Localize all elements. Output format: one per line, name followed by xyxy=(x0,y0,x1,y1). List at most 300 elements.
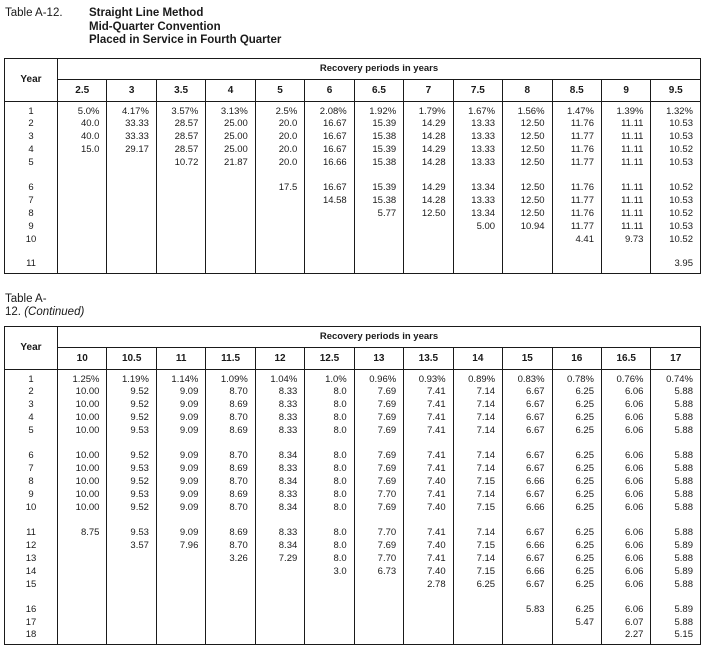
table-row xyxy=(5,629,701,645)
value-cell xyxy=(156,616,205,629)
value-cell xyxy=(255,194,304,207)
year-cell: 1 xyxy=(28,373,34,385)
value-cell: 8.34 xyxy=(255,449,304,462)
value-cell: 9.09 xyxy=(156,526,205,539)
table-row xyxy=(5,603,701,616)
period-header: 7.5 xyxy=(453,79,502,101)
value-cell: 8.0 xyxy=(305,539,354,552)
value-cell: 5.88 xyxy=(651,411,701,424)
group-spacer-row xyxy=(5,514,701,526)
value-cell: 7.15 xyxy=(453,565,502,578)
year-cell: 18 xyxy=(25,628,37,640)
table-row xyxy=(5,462,701,475)
value-cell: 16.67 xyxy=(305,143,354,156)
value-cell: 5.89 xyxy=(651,565,701,578)
year-cell: 17 xyxy=(25,616,37,628)
period-header: 11 xyxy=(156,347,205,369)
value-cell xyxy=(206,629,255,645)
value-cell: 8.70 xyxy=(206,411,255,424)
value-cell: 7.40 xyxy=(404,475,453,488)
value-cell: 5.88 xyxy=(651,398,701,411)
value-cell: 14.28 xyxy=(404,130,453,143)
value-cell: 13.33 xyxy=(453,156,502,169)
value-cell: 16.67 xyxy=(305,117,354,130)
value-cell xyxy=(156,565,205,578)
table2-label-text: Table A-12. xyxy=(5,292,47,318)
value-cell: 8.69 xyxy=(206,398,255,411)
value-cell: 5.88 xyxy=(651,578,701,591)
table-row xyxy=(5,156,701,169)
value-cell: 6.06 xyxy=(601,424,650,437)
depreciation-table-2 xyxy=(4,326,701,645)
value-cell: 6.06 xyxy=(601,398,650,411)
empty-cell xyxy=(601,169,650,181)
value-cell: 5.88 xyxy=(651,462,701,475)
value-cell: 15.39 xyxy=(354,181,403,194)
year-cell: 11 xyxy=(26,257,36,269)
value-cell: 14.29 xyxy=(404,181,453,194)
value-cell: 6.67 xyxy=(503,424,552,437)
value-cell: 0.78% xyxy=(552,369,601,385)
value-cell: 20.0 xyxy=(255,143,304,156)
value-cell: 2.27 xyxy=(601,629,650,645)
empty-cell xyxy=(107,514,156,526)
period-header: 6.5 xyxy=(354,79,403,101)
empty-cell xyxy=(107,437,156,449)
value-cell: 13.33 xyxy=(453,194,502,207)
value-cell: 7.96 xyxy=(156,539,205,552)
period-header: 16.5 xyxy=(601,347,650,369)
empty-cell xyxy=(354,591,403,603)
empty-cell xyxy=(255,169,304,181)
value-cell xyxy=(404,233,453,246)
value-cell: 0.83% xyxy=(503,369,552,385)
value-cell xyxy=(305,220,354,233)
depreciation-table-1 xyxy=(4,58,701,274)
value-cell: 5.88 xyxy=(651,475,701,488)
value-cell: 6.67 xyxy=(503,552,552,565)
period-header: 4 xyxy=(206,79,255,101)
value-cell: 6.25 xyxy=(552,501,601,514)
value-cell: 16.67 xyxy=(305,181,354,194)
value-cell: 3.57 xyxy=(107,539,156,552)
value-cell: 11.11 xyxy=(601,220,650,233)
value-cell: 10.00 xyxy=(58,475,107,488)
value-cell xyxy=(453,603,502,616)
value-cell: 6.67 xyxy=(503,578,552,591)
year-cell: 14 xyxy=(25,565,37,577)
empty-cell xyxy=(601,246,650,258)
year-cell: 3 xyxy=(28,130,34,142)
table-row xyxy=(5,578,701,591)
value-cell: 11.76 xyxy=(552,207,601,220)
empty-cell xyxy=(58,169,107,181)
value-cell: 7.69 xyxy=(354,501,403,514)
value-cell: 0.93% xyxy=(404,369,453,385)
year-cell: 9 xyxy=(28,488,34,500)
period-header: 17 xyxy=(651,347,701,369)
value-cell: 7.41 xyxy=(404,552,453,565)
period-header: 14 xyxy=(453,347,502,369)
value-cell: 11.11 xyxy=(601,181,650,194)
value-cell: 1.39% xyxy=(601,101,650,117)
value-cell: 6.06 xyxy=(601,462,650,475)
value-cell: 10.00 xyxy=(58,398,107,411)
table-row xyxy=(5,488,701,501)
value-cell: 8.75 xyxy=(58,526,107,539)
value-cell: 7.14 xyxy=(453,552,502,565)
value-cell: 0.96% xyxy=(354,369,403,385)
empty-cell xyxy=(58,246,107,258)
table-row xyxy=(5,101,701,117)
value-cell: 6.25 xyxy=(552,603,601,616)
group-spacer-row xyxy=(5,246,701,258)
value-cell: 7.69 xyxy=(354,539,403,552)
value-cell xyxy=(255,207,304,220)
empty-cell xyxy=(552,437,601,449)
empty-cell xyxy=(156,514,205,526)
period-header: 3 xyxy=(107,79,156,101)
value-cell: 5.15 xyxy=(651,629,701,645)
value-cell: 8.0 xyxy=(305,475,354,488)
value-cell: 0.76% xyxy=(601,369,650,385)
value-cell: 5.88 xyxy=(651,526,701,539)
value-cell: 7.14 xyxy=(453,424,502,437)
empty-cell xyxy=(503,591,552,603)
table-row xyxy=(5,526,701,539)
value-cell xyxy=(58,156,107,169)
value-cell xyxy=(156,552,205,565)
value-cell: 9.09 xyxy=(156,385,205,398)
value-cell: 6.66 xyxy=(503,539,552,552)
empty-cell xyxy=(503,169,552,181)
value-cell xyxy=(156,181,205,194)
value-cell xyxy=(206,616,255,629)
value-cell: 8.0 xyxy=(305,424,354,437)
value-cell xyxy=(404,258,453,274)
value-cell: 5.89 xyxy=(651,539,701,552)
value-cell xyxy=(107,603,156,616)
value-cell: 5.89 xyxy=(651,603,701,616)
empty-cell xyxy=(255,514,304,526)
value-cell: 7.69 xyxy=(354,424,403,437)
value-cell: 11.11 xyxy=(601,130,650,143)
value-cell: 5.77 xyxy=(354,207,403,220)
value-cell xyxy=(404,629,453,645)
value-cell: 9.09 xyxy=(156,501,205,514)
value-cell xyxy=(107,194,156,207)
value-cell xyxy=(305,233,354,246)
value-cell xyxy=(58,220,107,233)
table-row xyxy=(5,369,701,385)
value-cell: 9.52 xyxy=(107,411,156,424)
value-cell: 6.06 xyxy=(601,411,650,424)
value-cell: 6.25 xyxy=(552,552,601,565)
value-cell xyxy=(107,220,156,233)
year-cell: 6 xyxy=(28,449,34,461)
value-cell: 6.67 xyxy=(503,488,552,501)
year-cell: 12 xyxy=(25,539,37,551)
empty-cell xyxy=(354,246,403,258)
value-cell: 12.50 xyxy=(503,156,552,169)
value-cell: 8.0 xyxy=(305,552,354,565)
table-row xyxy=(5,117,701,130)
empty-cell xyxy=(206,591,255,603)
value-cell: 6.06 xyxy=(601,565,650,578)
value-cell: 15.38 xyxy=(354,130,403,143)
year-cell: 6 xyxy=(28,181,34,193)
value-cell xyxy=(305,578,354,591)
value-cell: 7.41 xyxy=(404,411,453,424)
table-row xyxy=(5,143,701,156)
value-cell: 10.53 xyxy=(651,220,701,233)
value-cell: 9.09 xyxy=(156,424,205,437)
value-cell: 9.09 xyxy=(156,398,205,411)
value-cell: 6.67 xyxy=(503,411,552,424)
value-cell xyxy=(156,207,205,220)
value-cell: 40.0 xyxy=(58,117,107,130)
value-cell xyxy=(58,258,107,274)
value-cell xyxy=(58,207,107,220)
table2-continued-label: (Continued) xyxy=(24,306,85,318)
value-cell: 6.73 xyxy=(354,565,403,578)
empty-cell xyxy=(107,591,156,603)
value-cell xyxy=(156,629,205,645)
year-cell: 2 xyxy=(28,117,34,129)
value-cell: 3.13% xyxy=(206,101,255,117)
empty-cell xyxy=(107,246,156,258)
year-cell: 9 xyxy=(28,220,34,232)
empty-cell xyxy=(354,437,403,449)
group-spacer-row xyxy=(5,591,701,603)
value-cell: 7.41 xyxy=(404,488,453,501)
value-cell: 11.11 xyxy=(601,156,650,169)
value-cell: 8.0 xyxy=(305,398,354,411)
empty-cell xyxy=(5,437,58,449)
value-cell: 10.00 xyxy=(58,488,107,501)
empty-cell xyxy=(453,246,502,258)
period-header: 8.5 xyxy=(552,79,601,101)
value-cell: 10.00 xyxy=(58,501,107,514)
value-cell: 8.70 xyxy=(206,501,255,514)
value-cell: 20.0 xyxy=(255,130,304,143)
value-cell: 10.53 xyxy=(651,156,701,169)
year-cell: 13 xyxy=(25,552,37,564)
value-cell: 10.72 xyxy=(156,156,205,169)
table-row xyxy=(5,449,701,462)
table2-header xyxy=(5,326,701,369)
empty-cell xyxy=(305,246,354,258)
value-cell xyxy=(552,629,601,645)
year-cell: 8 xyxy=(28,475,34,487)
year-cell: 5 xyxy=(28,424,34,436)
value-cell: 5.0% xyxy=(58,101,107,117)
value-cell xyxy=(156,603,205,616)
table1-title-lines xyxy=(89,7,281,48)
value-cell: 5.00 xyxy=(453,220,502,233)
value-cell: 25.00 xyxy=(206,143,255,156)
value-cell: 8.0 xyxy=(305,462,354,475)
value-cell: 10.00 xyxy=(58,462,107,475)
value-cell: 6.25 xyxy=(552,565,601,578)
value-cell xyxy=(58,181,107,194)
table2-title xyxy=(5,293,702,320)
value-cell xyxy=(58,194,107,207)
value-cell xyxy=(156,258,205,274)
value-cell xyxy=(206,565,255,578)
value-cell xyxy=(503,629,552,645)
value-cell: 4.41 xyxy=(552,233,601,246)
value-cell: 6.25 xyxy=(552,424,601,437)
value-cell: 8.0 xyxy=(305,488,354,501)
value-cell: 7.70 xyxy=(354,552,403,565)
value-cell: 1.09% xyxy=(206,369,255,385)
table-row xyxy=(5,385,701,398)
value-cell: 6.25 xyxy=(453,578,502,591)
value-cell: 1.14% xyxy=(156,369,205,385)
value-cell xyxy=(305,603,354,616)
value-cell: 7.14 xyxy=(453,488,502,501)
empty-cell xyxy=(651,246,701,258)
period-header: 12.5 xyxy=(305,347,354,369)
period-header: 8 xyxy=(503,79,552,101)
value-cell: 8.33 xyxy=(255,526,304,539)
empty-cell xyxy=(206,246,255,258)
table-row xyxy=(5,181,701,194)
value-cell: 6.67 xyxy=(503,462,552,475)
value-cell: 8.33 xyxy=(255,424,304,437)
group-spacer-row xyxy=(5,437,701,449)
empty-cell xyxy=(255,246,304,258)
value-cell xyxy=(58,603,107,616)
value-cell xyxy=(453,616,502,629)
value-cell: 12.50 xyxy=(503,181,552,194)
value-cell xyxy=(453,258,502,274)
table1-header xyxy=(5,58,701,101)
table1-title-line3: Placed in Service in Fourth Quarter xyxy=(89,34,282,46)
year-cell: 2 xyxy=(28,385,34,397)
empty-cell xyxy=(58,591,107,603)
value-cell xyxy=(305,616,354,629)
value-cell: 7.41 xyxy=(404,526,453,539)
empty-cell xyxy=(552,514,601,526)
value-cell xyxy=(601,258,650,274)
empty-cell xyxy=(503,246,552,258)
empty-cell xyxy=(354,514,403,526)
period-header: 7 xyxy=(404,79,453,101)
empty-cell xyxy=(58,437,107,449)
value-cell: 14.29 xyxy=(404,143,453,156)
value-cell: 10.94 xyxy=(503,220,552,233)
value-cell: 6.25 xyxy=(552,462,601,475)
value-cell xyxy=(255,233,304,246)
period-values-row xyxy=(5,79,701,101)
value-cell xyxy=(107,565,156,578)
value-cell xyxy=(107,233,156,246)
value-cell xyxy=(404,616,453,629)
value-cell: 3.26 xyxy=(206,552,255,565)
value-cell: 9.09 xyxy=(156,488,205,501)
empty-cell xyxy=(354,169,403,181)
value-cell: 7.14 xyxy=(453,411,502,424)
value-cell: 14.28 xyxy=(404,156,453,169)
value-cell xyxy=(255,565,304,578)
empty-cell xyxy=(156,246,205,258)
value-cell xyxy=(58,233,107,246)
value-cell: 11.76 xyxy=(552,117,601,130)
value-cell xyxy=(305,207,354,220)
value-cell xyxy=(255,629,304,645)
value-cell xyxy=(453,629,502,645)
value-cell: 15.0 xyxy=(58,143,107,156)
period-header: 5 xyxy=(255,79,304,101)
value-cell: 7.40 xyxy=(404,539,453,552)
year-cell: 4 xyxy=(28,143,34,155)
value-cell xyxy=(58,578,107,591)
empty-cell xyxy=(601,514,650,526)
empty-cell xyxy=(404,437,453,449)
value-cell xyxy=(156,233,205,246)
value-cell: 9.09 xyxy=(156,462,205,475)
period-header: 13.5 xyxy=(404,347,453,369)
value-cell xyxy=(255,603,304,616)
value-cell: 10.00 xyxy=(58,385,107,398)
empty-cell xyxy=(651,437,701,449)
value-cell: 9.53 xyxy=(107,424,156,437)
value-cell: 8.0 xyxy=(305,526,354,539)
value-cell: 10.00 xyxy=(58,411,107,424)
period-header: 10 xyxy=(58,347,107,369)
value-cell: 6.67 xyxy=(503,385,552,398)
empty-cell xyxy=(305,514,354,526)
value-cell: 16.67 xyxy=(305,130,354,143)
value-cell: 9.53 xyxy=(107,526,156,539)
table-row xyxy=(5,539,701,552)
value-cell: 1.67% xyxy=(453,101,502,117)
empty-cell xyxy=(404,514,453,526)
period-header: 16 xyxy=(552,347,601,369)
value-cell xyxy=(58,539,107,552)
table2-body xyxy=(5,369,701,644)
value-cell: 11.77 xyxy=(552,130,601,143)
value-cell: 8.0 xyxy=(305,501,354,514)
empty-cell xyxy=(206,514,255,526)
value-cell: 9.52 xyxy=(107,501,156,514)
table1-title-line1: Straight Line Method xyxy=(89,7,204,19)
value-cell xyxy=(404,603,453,616)
period-header: 6 xyxy=(305,79,354,101)
value-cell xyxy=(354,233,403,246)
value-cell: 7.69 xyxy=(354,449,403,462)
value-cell: 3.57% xyxy=(156,101,205,117)
value-cell: 14.28 xyxy=(404,194,453,207)
empty-cell xyxy=(503,437,552,449)
year-cell: 3 xyxy=(28,398,34,410)
value-cell: 15.38 xyxy=(354,156,403,169)
table-row xyxy=(5,130,701,143)
value-cell: 11.11 xyxy=(601,143,650,156)
empty-cell xyxy=(305,437,354,449)
value-cell: 20.0 xyxy=(255,117,304,130)
value-cell: 29.17 xyxy=(107,143,156,156)
value-cell xyxy=(58,552,107,565)
value-cell xyxy=(206,194,255,207)
period-header: 11.5 xyxy=(206,347,255,369)
table-row xyxy=(5,565,701,578)
value-cell: 6.06 xyxy=(601,526,650,539)
value-cell xyxy=(503,616,552,629)
value-cell: 6.25 xyxy=(552,475,601,488)
